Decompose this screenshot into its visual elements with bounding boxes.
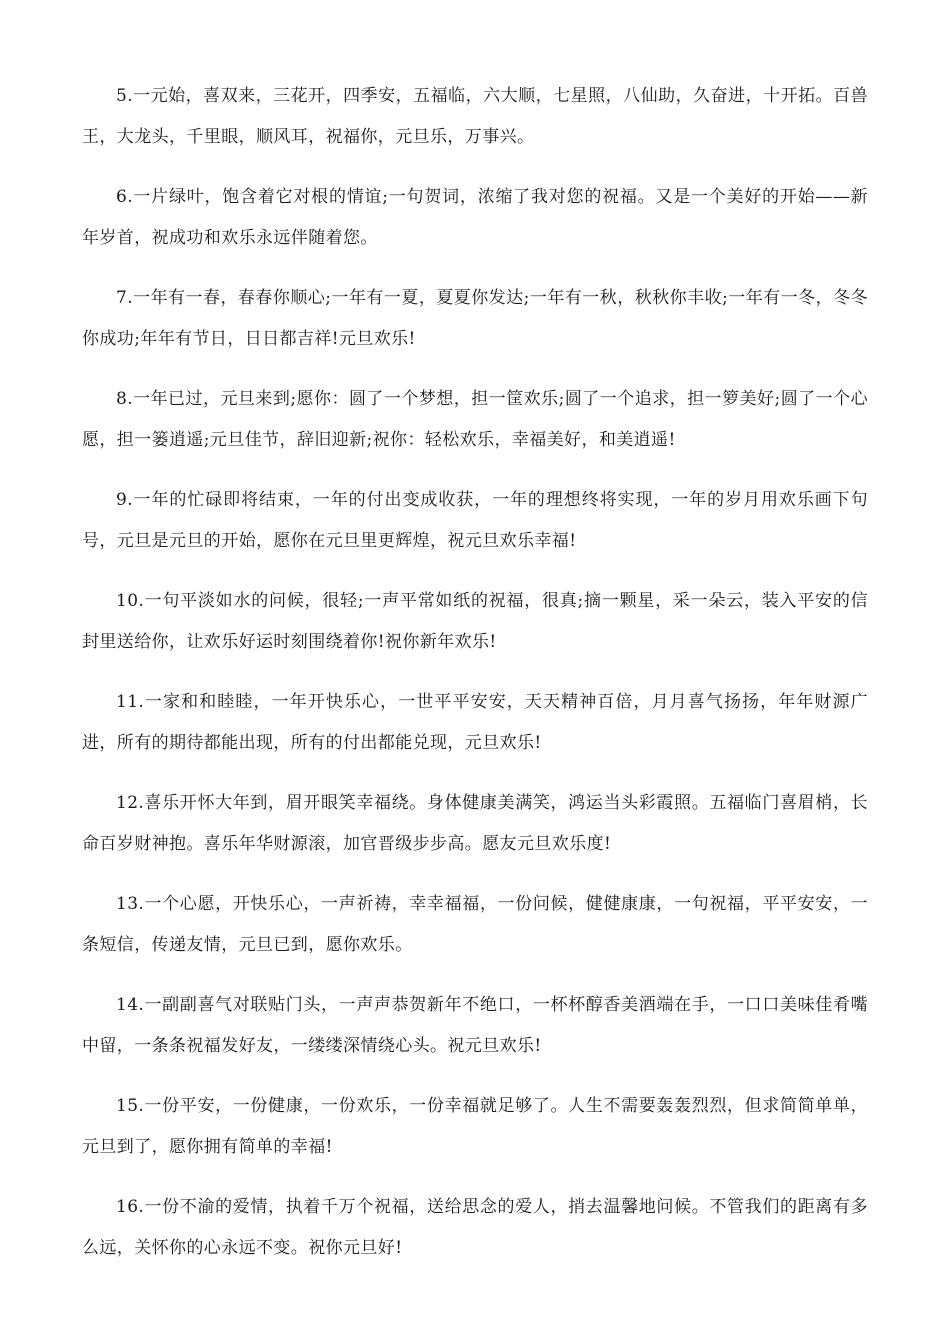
document-body: [82, 76, 868, 1288]
paragraph-8: 8.一年已过，元旦来到;愿你：圆了一个梦想，担一筐欢乐;圆了一个追求，担一箩美好;圆了一个心愿，担一篓逍遥;元旦佳节，辞旧迎新;祝你：轻松欢乐，幸福美好，和美逍遥!: [82, 389, 868, 450]
paragraph-12: 12.喜乐开怀大年到，眉开眼笑幸福绕。身体健康美满笑，鸿运当头彩霞照。五福临门喜眉梢，长命百岁财神抱。喜乐年华财源滚，加官晋级步步高。愿友元旦欢乐度!: [82, 793, 868, 854]
paragraph-15: 15.一份平安，一份健康，一份欢乐，一份幸福就足够了。人生不需要轰轰烈烈，但求简简单单，元旦到了，愿你拥有简单的幸福!: [82, 1096, 868, 1157]
paragraph-11: 11.一家和和睦睦，一年开快乐心，一世平平安安，天天精神百倍，月月喜气扬扬，年年财源广进，所有的期待都能出现，所有的付出都能兑现，元旦欢乐!: [82, 692, 868, 753]
paragraph-5: 5.一元始，喜双来，三花开，四季安，五福临，六大顺，七星照，八仙助，久奋进，十开拓。百兽王，大龙头，千里眼，顺风耳，祝福你，元旦乐，万事兴。: [82, 86, 868, 147]
paragraph-7: 7.一年有一春，春春你顺心;一年有一夏，夏夏你发达;一年有一秋，秋秋你丰收;一年有一冬，冬冬你成功;年年有节日，日日都吉祥!元旦欢乐!: [82, 288, 868, 349]
paragraph-10: 10.一句平淡如水的问候，很轻;一声平常如纸的祝福，很真;摘一颗星，采一朵云，装入平安的信封里送给你，让欢乐好运时刻围绕着你!祝你新年欢乐!: [82, 591, 868, 652]
paragraph-9: 9.一年的忙碌即将结束，一年的付出变成收获，一年的理想终将实现，一年的岁月用欢乐画下句号，元旦是元旦的开始，愿你在元旦里更辉煌，祝元旦欢乐幸福!: [82, 490, 868, 551]
paragraph-6: 6.一片绿叶，饱含着它对根的情谊;一句贺词，浓缩了我对您的祝福。又是一个美好的开始——新年岁首，祝成功和欢乐永远伴随着您。: [82, 187, 868, 248]
paragraph-14: 14.一副副喜气对联贴门头，一声声恭贺新年不绝口，一杯杯醇香美酒端在手，一口口美味佳肴嘴中留，一条条祝福发好友，一缕缕深情绕心头。祝元旦欢乐!: [82, 995, 868, 1056]
paragraph-16: 16.一份不渝的爱情，执着千万个祝福，送给思念的爱人，捎去温馨地问候。不管我们的距离有多么远，关怀你的心永远不变。祝你元旦好!: [82, 1197, 868, 1258]
paragraph-13: 13.一个心愿，开快乐心，一声祈祷，幸幸福福，一份问候，健健康康，一句祝福，平平安安，一条短信，传递友情，元旦已到，愿你欢乐。: [82, 894, 868, 955]
